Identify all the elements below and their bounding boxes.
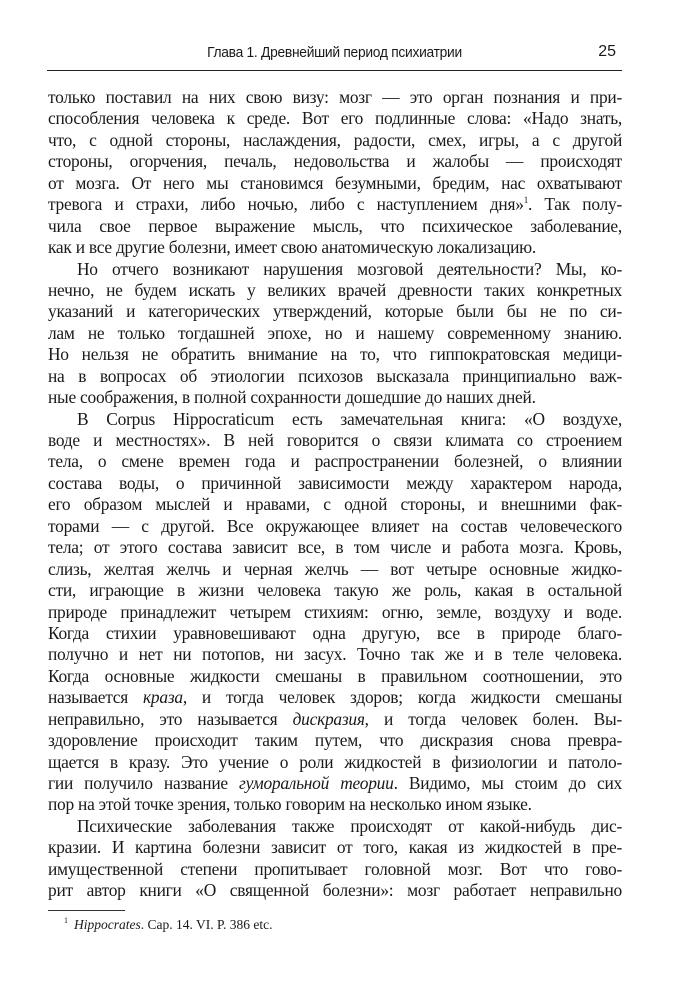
italic-term: гуморальной теории bbox=[239, 773, 394, 793]
text-segment: торами — с другой. Все окружающее влияет на состав человеческого bbox=[48, 515, 622, 536]
text-line bbox=[48, 859, 622, 880]
footnote-text: . Cap. 14. VI. P. 386 etc. bbox=[140, 917, 273, 932]
text-segment: называется bbox=[48, 687, 144, 708]
text-segment: тела, о смене времен года и распространении болезней, о влиянии bbox=[48, 451, 622, 472]
text-segment: чила свое первое выражение мысль, что психическое заболевание, bbox=[48, 215, 622, 236]
text-line bbox=[48, 537, 622, 558]
footnote-reference[interactable]: 1 bbox=[523, 195, 528, 206]
text-segment: имущественной степени пропитывает головной мозг. Вот что гово- bbox=[48, 858, 622, 879]
text-segment: . Видимо, мы стоим до сих bbox=[393, 773, 622, 793]
text-segment: только поставил на них свою визу: мозг — это орган познания и при- bbox=[48, 87, 622, 107]
text-segment: указаний и категорических утверждений, которые были бы не по си- bbox=[48, 301, 622, 322]
text-segment: неправильно, это называется bbox=[48, 708, 293, 729]
text-segment: тела; от этого состава зависит все, в том числе и работа мозга. Кровь, bbox=[48, 537, 622, 558]
text-line bbox=[48, 344, 622, 365]
chapter-title: Глава 1. Древнейший период психиатрии bbox=[207, 44, 462, 61]
italic-term: краза bbox=[143, 687, 183, 708]
text-line bbox=[48, 494, 622, 515]
text-segment: нечно, не будем искать у великих врачей древности таких конкретных bbox=[48, 279, 622, 300]
text-line bbox=[48, 730, 622, 751]
text-segment: его образом мыслей и нравами, с одной стороны, и внешними фак- bbox=[48, 494, 622, 515]
text-line bbox=[48, 451, 622, 472]
text-line bbox=[48, 794, 622, 815]
text-segment: способления человека к среде. Вот его подлинные слова: «Надо знать, bbox=[48, 108, 622, 129]
text-line bbox=[48, 666, 622, 687]
text-line bbox=[48, 237, 622, 258]
text-segment: , и тогда человек болен. Вы- bbox=[364, 708, 622, 729]
footnote bbox=[64, 917, 273, 933]
text-segment: получно и нет ни потопов, ни засух. Точно так же и в теле человека. bbox=[48, 644, 622, 665]
text-line bbox=[48, 280, 622, 301]
text-line bbox=[48, 773, 622, 794]
text-line bbox=[48, 130, 622, 151]
text-segment: Но отчего возникают нарушения мозговой деятельности? Мы, ко- bbox=[77, 258, 622, 279]
text-segment: гии получило название bbox=[48, 773, 240, 793]
paragraph bbox=[48, 816, 622, 902]
text-line bbox=[48, 301, 622, 322]
text-segment: как и все другие болезни, имеет свою анатомическую локализацию. bbox=[48, 237, 537, 258]
text-segment: , и тогда человек здоров; когда жидкости смешаны bbox=[182, 687, 622, 708]
text-segment: на в вопросах об этиологии психозов высказала принципиально важ- bbox=[48, 365, 622, 386]
footnote-divider bbox=[48, 910, 125, 911]
text-segment: . Так полу- bbox=[527, 194, 622, 215]
text-segment: лам не только тогдашней эпохе, но и нашему современному знанию. bbox=[48, 322, 622, 343]
text-line bbox=[48, 323, 622, 344]
text-segment: что, с одной стороны, наслаждения, радости, смех, игры, а с другой bbox=[48, 129, 622, 150]
text-line bbox=[48, 602, 622, 623]
text-segment: щается в кразу. Это учение о роли жидкостей в физиологии и патоло- bbox=[48, 751, 622, 772]
text-line bbox=[48, 216, 622, 237]
text-segment: слизь, желтая желчь и черная желчь — вот четыре основные жидко- bbox=[48, 558, 622, 579]
text-line bbox=[48, 387, 622, 408]
text-segment: ные соображения, в полной сохранности дошедшие до наших дней. bbox=[48, 387, 536, 408]
italic-term: дискразия bbox=[292, 708, 365, 729]
text-line bbox=[48, 366, 622, 387]
text-line bbox=[48, 687, 622, 708]
text-segment: Психические заболевания также происходят от какой-нибудь дис- bbox=[77, 815, 622, 836]
text-segment: Когда стихии уравновешивают одна другую, все в природе благо- bbox=[48, 622, 622, 643]
text-line bbox=[48, 837, 622, 858]
text-line bbox=[48, 194, 622, 215]
page-number: 25 bbox=[598, 43, 616, 60]
text-line bbox=[48, 409, 622, 430]
text-line bbox=[48, 709, 622, 730]
paragraph bbox=[48, 409, 622, 816]
text-line bbox=[48, 516, 622, 537]
text-segment: Когда основные жидкости смешаны в правильном соотношении, это bbox=[48, 665, 622, 686]
text-segment: Но нельзя не обратить внимание на то, что гиппократовская медици- bbox=[48, 344, 622, 365]
text-segment: рит автор книги «О священной болезни»: мозг работает неправильно bbox=[48, 880, 622, 901]
text-line bbox=[48, 430, 622, 451]
text-line bbox=[48, 623, 622, 644]
text-line bbox=[48, 259, 622, 280]
text-segment: стороны, огорчения, печаль, недовольства и жалобы — происходят bbox=[48, 151, 622, 172]
text-segment: тревога и страхи, либо ночью, либо с наступлением дня» bbox=[48, 194, 524, 215]
text-line bbox=[48, 559, 622, 580]
running-header bbox=[47, 40, 622, 71]
text-segment: здоровление происходит таким путем, что дискразия снова превра- bbox=[48, 730, 622, 751]
body-text bbox=[48, 87, 622, 902]
text-line bbox=[48, 108, 622, 129]
footnote-marker: 1 bbox=[64, 916, 68, 925]
footnote-author: Hippocrates bbox=[74, 917, 141, 932]
text-segment: кразии. И картина болезни зависит от того, какая из жидкостей в пре- bbox=[48, 837, 622, 858]
text-segment: сти, играющие в жизни человека такую же роль, какая в остальной bbox=[48, 580, 622, 601]
text-segment: природе принадлежит четырем стихиям: огню, земле, воздуху и воде. bbox=[48, 601, 622, 622]
text-line bbox=[48, 473, 622, 494]
text-segment: В Corpus Hippocraticum есть замечательная книга: «О воздухе, bbox=[77, 408, 622, 429]
text-line bbox=[48, 151, 622, 172]
text-line bbox=[48, 173, 622, 194]
text-line bbox=[48, 752, 622, 773]
text-line bbox=[48, 580, 622, 601]
text-segment: состава воды, о причинной зависимости между характером народа, bbox=[48, 472, 622, 493]
text-segment: от мозга. От него мы становимся безумными, бредим, нас охватывают bbox=[48, 172, 622, 193]
paragraph bbox=[48, 259, 622, 409]
paragraph bbox=[48, 87, 622, 259]
text-line bbox=[48, 87, 622, 108]
text-line bbox=[48, 644, 622, 665]
text-line bbox=[48, 880, 622, 901]
text-segment: пор на этой точке зрения, только говорим на несколько ином языке. bbox=[48, 794, 532, 815]
text-line bbox=[48, 816, 622, 837]
text-segment: воде и местностях». В ней говорится о связи климата со строением bbox=[48, 430, 622, 450]
